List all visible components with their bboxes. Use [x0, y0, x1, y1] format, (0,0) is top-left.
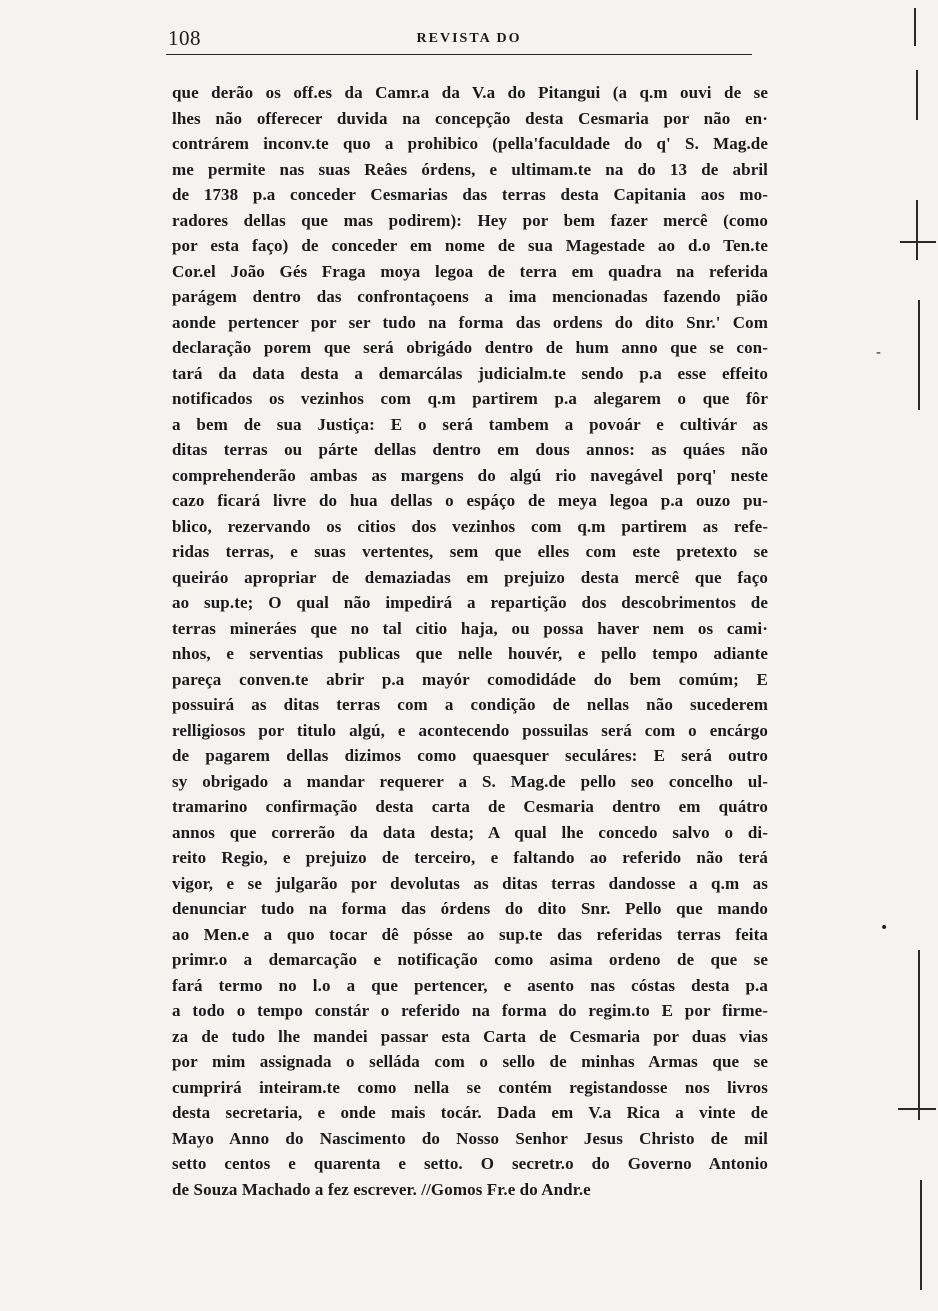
text-line: parágem dentro das confrontaçoens a ima mencionadas fazendo pião	[172, 287, 768, 306]
text-line: ridas terras, e suas vertentes, sem que elles com este pretexto se	[172, 542, 768, 561]
text-line: declaração porem que será obrigádo dentro de hum anno que se con-	[172, 338, 768, 357]
text-line: tramarino confirmação desta carta de Cesmaria dentro em quátro	[172, 797, 768, 816]
text-line: comprehenderão ambas as margens do algú rio navegável porq' neste	[172, 465, 768, 485]
text-line: setto centos e quarenta e setto. O secretr.o do Governo Antonio	[172, 1154, 768, 1173]
text-line: fará termo no l.o a que pertencer, e asento nas cóstas desta p.a	[172, 975, 768, 995]
text-line: Mayo Anno do Nascimento do Nosso Senhor Jesus Christo de mil	[172, 1128, 768, 1148]
text-line: annos que correrão da data desta; A qual lhe concedo salvo o di-	[172, 822, 768, 842]
binding-edge-line	[914, 8, 916, 46]
text-line: terras mineráes que no tal citio haja, ou possa haver nem os cami·	[172, 618, 768, 638]
text-line: me permite nas suas Reâes órdens, e ultimam.te na do 13 de abril	[172, 159, 768, 179]
binding-edge-line	[898, 1108, 936, 1110]
binding-edge-line	[918, 300, 920, 410]
text-line: Cor.el João Gés Fraga moya legoa de terra em quadra na referida	[172, 261, 768, 281]
text-line: por esta faço) de conceder em nome de sua Magestade ao d.o Ten.te	[172, 236, 768, 255]
text-line: ao sup.te; O qual não impedirá a repartição dos descobrimentos de	[172, 593, 768, 612]
text-line: cumprirá inteiram.te como nella se contém registandosse nos livros	[172, 1077, 768, 1097]
text-line: primr.o a demarcação e notificação como asima ordeno de que se	[172, 950, 768, 969]
text-line: denunciar tudo na forma das órdens do dito Snr. Pello que mando	[172, 899, 768, 918]
text-line: reito Regio, e prejuizo de terceiro, e faltando ao referido não terá	[172, 848, 768, 867]
text-line: vigor, e se julgarão por devolutas as ditas terras dandosse a q.m as	[172, 873, 768, 893]
text-line: de pagarem dellas dizimos como quaesquer seculáres: E será outro	[172, 746, 768, 765]
text-line: pareça conven.te abrir p.a mayór comodidáde do bem comúm; E	[172, 669, 768, 689]
binding-edge-line	[916, 70, 918, 120]
body-text	[172, 80, 768, 1202]
margin-dot: •	[880, 920, 889, 936]
text-line: por mim assignada o selláda com o sello de minhas Armas que se	[172, 1052, 768, 1071]
running-title: REVISTA DO	[416, 31, 522, 46]
text-line: a todo o tempo constár o referido na forma do regim.to E por firme-	[172, 1001, 768, 1020]
text-line: relligiosos por titulo algú, e acontecendo possuilas será com o encárgo	[172, 720, 768, 740]
header-rule	[166, 54, 752, 55]
binding-edge-line	[900, 241, 936, 243]
binding-edge-line	[918, 950, 920, 1120]
text-line: blico, rezervando os citios dos vezinhos com q.m partirem as refe-	[172, 516, 768, 536]
page-number: 108	[168, 26, 201, 50]
binding-edge-line	[920, 1180, 922, 1290]
text-line: lhes não offerecer duvida na concepção desta Cesmaria por não en·	[172, 108, 768, 128]
text-line: ditas terras ou párte dellas dentro em dous annos: as quáes não	[172, 440, 768, 459]
text-line: a bem de sua Justiça: E o será tambem a povoár e cultivár as	[172, 414, 768, 434]
text-line: possuirá as ditas terras com a condição de nellas não sucederem	[172, 695, 768, 714]
text-line: que derão os off.es da Camr.a da V.a do Pitangui (a q.m ouvi de se	[172, 83, 768, 102]
margin-dot: -	[876, 345, 882, 361]
text-line: ao Men.e a quo tocar dê pósse ao sup.te das referidas terras feita	[172, 924, 768, 944]
text-line: sy obrigado a mandar requerer a S. Mag.de pello seo concelho ul-	[172, 771, 768, 791]
text-line: tará da data desta a demarcálas judicialm.te sendo p.a esse effeito	[172, 363, 768, 383]
text-line: de 1738 p.a conceder Cesmarias das terras desta Capitania aos mo-	[172, 185, 768, 204]
text-line: notificados os vezinhos com q.m partirem p.a alegarem o que fôr	[172, 389, 768, 408]
text-line: desta secretaria, e onde mais tocár. Dada em V.a Rica a vinte de	[172, 1103, 768, 1122]
text-line: radores dellas que mas podirem): Hey por bem fazer mercê (como	[172, 210, 768, 230]
text-line: cazo ficará livre do hua dellas o espáço de meya legoa p.a ouzo pu-	[172, 491, 768, 510]
text-line: nhos, e serventias publicas que nelle houvér, e pello tempo adiante	[172, 644, 768, 663]
text-line: queiráo apropriar de demaziadas em prejuizo desta mercê que faço	[172, 567, 768, 587]
text-line: za de tudo lhe mandei passar esta Carta de Cesmaria por duas vias	[172, 1026, 768, 1046]
binding-edge-line	[916, 200, 918, 260]
text-line: aonde pertencer por ser tudo na forma das ordens do dito Snr.' Com	[172, 312, 768, 332]
text-line: contrárem inconv.te quo a prohibico (pella'faculdade do q' S. Mag.de	[172, 134, 768, 153]
text-line: de Souza Machado a fez escrever. //Gomos Fr.e do Andr.e	[172, 1179, 591, 1199]
